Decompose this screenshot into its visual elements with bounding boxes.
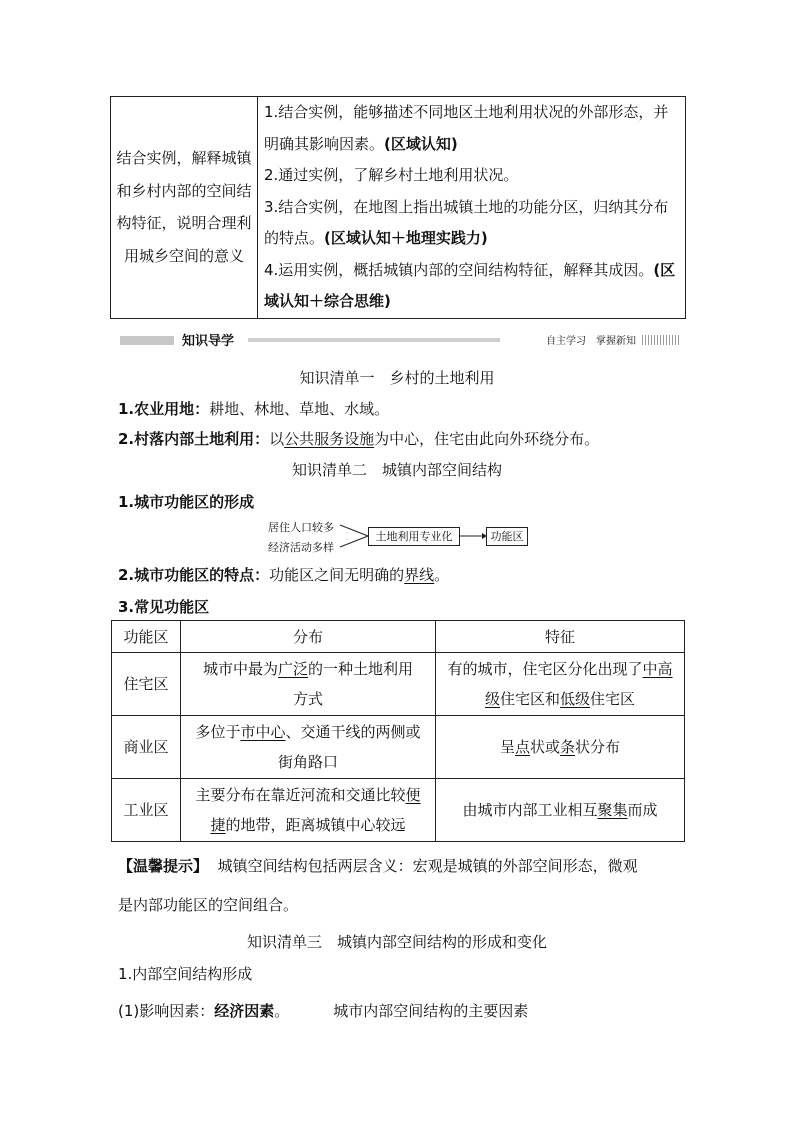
list3-item-2: (1)影响因素：经济因素。 城市内部空间结构的主要因素 (118, 1002, 529, 1020)
zone-feature: 有的城市，住宅区分化出现了中高 级住宅区和低级住宅区 (436, 653, 685, 716)
table-row (112, 653, 685, 716)
zone-distribution: 主要分布在靠近河流和交通比较便捷的地带，距离城镇中心较远 (181, 779, 436, 842)
goal-items-cell (258, 97, 686, 319)
list3-item-1: 1.内部空间结构形成 (118, 965, 253, 983)
diagram-box-specialization: 土地利用专业化 (368, 527, 460, 546)
list3-heading: 知识清单三 城镇内部空间结构的形成和变化 (246, 933, 547, 951)
warm-tip-line-2: 是内部功能区的空间组合。 (118, 896, 299, 914)
banner-title: 知识导学 (182, 334, 235, 349)
table-header-cell: 特征 (436, 621, 685, 653)
list1-heading: 知识清单一 乡村的土地利用 (299, 369, 495, 387)
list2-item-3: 3.常见功能区 (118, 598, 210, 616)
goal-item-1: 1.结合实例，能够描述不同地区土地利用状况的外部形态，并明确其影响因素。(区域认知) (264, 103, 669, 153)
banner-subtitle: 自主学习 掌握新知 (546, 336, 636, 347)
diagram-input-2: 经济活动多样 (268, 541, 334, 554)
table-header-cell: 分布 (181, 621, 436, 653)
zone-name: 商业区 (112, 716, 181, 779)
list2-item-2: 2.城市功能区的特点：功能区之间无明确的界线。 (118, 566, 450, 584)
zone-name: 住宅区 (112, 653, 181, 716)
banner-left-bar (120, 336, 174, 345)
goal-item-4: 4.运用实例，概括城镇内部的空间结构特征，解释其成因。(区域认知＋综合思维) (264, 260, 676, 310)
table-header-cell: 功能区 (112, 621, 181, 653)
section-banner (120, 332, 680, 348)
zone-feature: 由城市内部工业相互聚集而成 (436, 779, 685, 842)
goal-summary-cell (111, 97, 258, 319)
warm-tip-line-1: 【温馨提示】 城镇空间结构包括两层含义：宏观是城镇的外部空间形态，微观 (118, 857, 638, 875)
banner-hatch-decoration (642, 335, 680, 345)
list2-heading: 知识清单二 城镇内部空间结构 (291, 461, 502, 479)
zone-feature: 呈点状或条状分布 (436, 716, 685, 779)
goal-item-2: 2.通过实例，了解乡村土地利用状况。 (264, 166, 519, 184)
table-row (112, 779, 685, 842)
zone-distribution: 城市中最为广泛的一种土地利用 方式 (181, 653, 436, 716)
table-header-row (112, 621, 685, 653)
function-zones-table (111, 620, 685, 842)
goal-summary-text: 结合实例，解释城镇和乡村内部的空间结构特征，说明合理利用城乡空间的意义 (116, 149, 252, 265)
zone-distribution: 多位于市中心、交通干线的两侧或 街角路口 (181, 716, 436, 779)
table-row (112, 716, 685, 779)
list1-item-1: 1.农业用地：耕地、林地、草地、水域。 (118, 400, 390, 418)
zone-name: 工业区 (112, 779, 181, 842)
diagram-box-function-zone: 功能区 (486, 527, 528, 546)
warm-tip-label: 【温馨提示】 (118, 857, 209, 875)
list2-item-1: 1.城市功能区的形成 (118, 493, 255, 511)
diagram-input-1: 居住人口较多 (268, 521, 334, 534)
list1-item-2: 2.村落内部土地利用：以公共服务设施为中心，住宅由此向外环绕分布。 (118, 430, 600, 448)
goal-item-3: 3.结合实例，在地图上指出城镇土地的功能分区，归纳其分布的特点。(区域认知＋地理实践力) (264, 197, 669, 247)
learning-goals-table (110, 96, 686, 319)
banner-divider (248, 338, 500, 342)
